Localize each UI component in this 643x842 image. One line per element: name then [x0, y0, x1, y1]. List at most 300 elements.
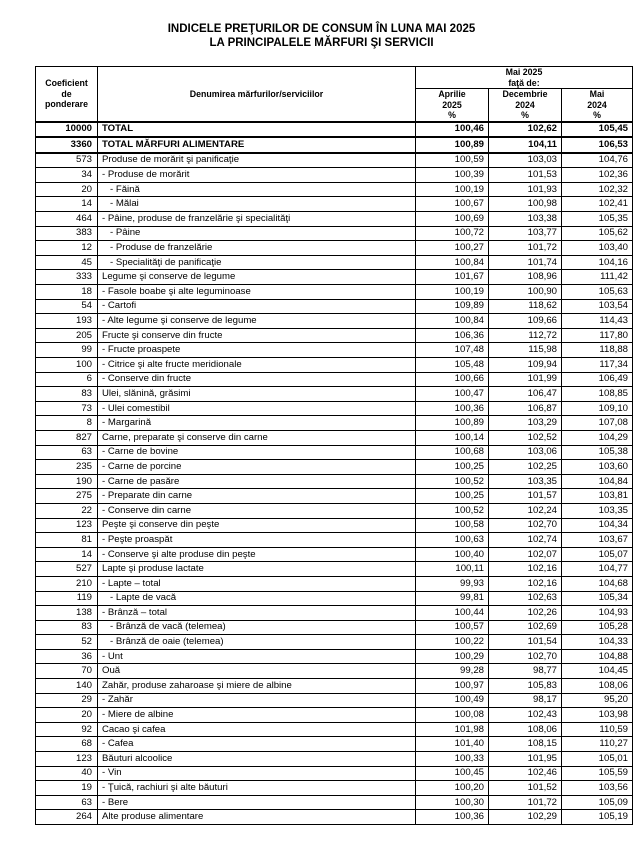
- index-vs-december-2024-cell: 102,26: [489, 606, 562, 621]
- weight-cell: 36: [36, 649, 98, 664]
- table-row: [36, 255, 633, 270]
- index-vs-april-2025-cell: 100,36: [416, 401, 489, 416]
- index-vs-may-2024-cell: 109,10: [562, 401, 633, 416]
- index-vs-december-2024-cell: 100,90: [489, 285, 562, 300]
- item-name-cell: - Pâine, produse de franzelărie şi specialităţi: [98, 212, 416, 227]
- table-row: [36, 664, 633, 679]
- index-vs-april-2025-cell: 100,89: [416, 416, 489, 431]
- table-row: [36, 533, 633, 548]
- index-vs-december-2024-cell: 103,03: [489, 153, 562, 168]
- index-vs-may-2024-cell: 105,09: [562, 795, 633, 810]
- index-vs-april-2025-cell: 100,08: [416, 708, 489, 723]
- index-vs-may-2024-cell: 105,59: [562, 766, 633, 781]
- index-vs-december-2024-cell: 105,83: [489, 679, 562, 694]
- table-row: [36, 122, 633, 138]
- header-april-line: %: [448, 110, 456, 120]
- table-row: [36, 606, 633, 621]
- table-row: [36, 679, 633, 694]
- index-vs-april-2025-cell: 100,67: [416, 197, 489, 212]
- index-vs-april-2025-cell: 100,29: [416, 649, 489, 664]
- index-vs-may-2024-cell: 104,84: [562, 474, 633, 489]
- index-vs-april-2025-cell: 100,66: [416, 372, 489, 387]
- weight-cell: 138: [36, 606, 98, 621]
- weight-cell: 68: [36, 737, 98, 752]
- index-vs-december-2024-cell: 101,72: [489, 795, 562, 810]
- item-name-cell: TOTAL MĂRFURI ALIMENTARE: [98, 137, 416, 153]
- item-name-cell: - Brânză – total: [98, 606, 416, 621]
- table-row: [36, 328, 633, 343]
- index-vs-may-2024-cell: 104,93: [562, 606, 633, 621]
- index-vs-april-2025-cell: 100,49: [416, 693, 489, 708]
- index-vs-april-2025-cell: 100,27: [416, 241, 489, 256]
- table-row: [36, 518, 633, 533]
- header-april-2025: [416, 89, 489, 122]
- index-vs-may-2024-cell: 103,56: [562, 781, 633, 796]
- index-vs-april-2025-cell: 100,36: [416, 810, 489, 825]
- item-name-cell: - Produse de morărit: [98, 168, 416, 183]
- index-vs-may-2024-cell: 102,32: [562, 182, 633, 197]
- header-december-2024: [489, 89, 562, 122]
- index-vs-april-2025-cell: 99,81: [416, 591, 489, 606]
- table-row: [36, 576, 633, 591]
- header-coefficient-line: ponderare: [44, 99, 89, 109]
- table-row: [36, 270, 633, 285]
- index-vs-may-2024-cell: 108,06: [562, 679, 633, 694]
- weight-cell: 123: [36, 518, 98, 533]
- table-row: [36, 547, 633, 562]
- price-index-table: [35, 66, 633, 825]
- index-vs-december-2024-cell: 103,06: [489, 445, 562, 460]
- index-vs-may-2024-cell: 108,85: [562, 387, 633, 402]
- index-vs-april-2025-cell: 99,93: [416, 576, 489, 591]
- table-row: [36, 358, 633, 373]
- weight-cell: 52: [36, 635, 98, 650]
- index-vs-may-2024-cell: 104,29: [562, 430, 633, 445]
- index-vs-april-2025-cell: 100,45: [416, 766, 489, 781]
- weight-cell: 18: [36, 285, 98, 300]
- header-coefficient-line: de: [61, 88, 72, 99]
- header-coefficient: [36, 67, 98, 122]
- index-vs-may-2024-cell: 105,19: [562, 810, 633, 825]
- weight-cell: 527: [36, 562, 98, 577]
- index-vs-may-2024-cell: 104,33: [562, 635, 633, 650]
- index-vs-april-2025-cell: 100,68: [416, 445, 489, 460]
- index-vs-may-2024-cell: 103,54: [562, 299, 633, 314]
- index-vs-december-2024-cell: 108,15: [489, 737, 562, 752]
- header-may-line: %: [593, 110, 601, 120]
- table-row: [36, 649, 633, 664]
- index-vs-april-2025-cell: 100,40: [416, 547, 489, 562]
- item-name-cell: Cacao şi cafea: [98, 722, 416, 737]
- table-row: [36, 722, 633, 737]
- item-name-cell: Ouă: [98, 664, 416, 679]
- table-row: [36, 401, 633, 416]
- table-row: [36, 737, 633, 752]
- table-row: [36, 489, 633, 504]
- weight-cell: 73: [36, 401, 98, 416]
- table-row: [36, 372, 633, 387]
- weight-cell: 10000: [36, 122, 98, 138]
- index-vs-december-2024-cell: 102,25: [489, 460, 562, 475]
- header-may-line: 2024: [587, 99, 607, 110]
- document-title-line-1: INDICELE PREŢURILOR DE CONSUM ÎN LUNA MAI 2025: [167, 23, 476, 35]
- index-vs-may-2024-cell: 105,28: [562, 620, 633, 635]
- header-may-line: Mai: [589, 89, 605, 99]
- item-name-cell: - Făină: [98, 182, 416, 197]
- weight-cell: 140: [36, 679, 98, 694]
- item-name-cell: - Conserve din carne: [98, 503, 416, 518]
- index-vs-december-2024-cell: 112,72: [489, 328, 562, 343]
- index-vs-december-2024-cell: 102,63: [489, 591, 562, 606]
- index-vs-april-2025-cell: 100,14: [416, 430, 489, 445]
- weight-cell: 99: [36, 343, 98, 358]
- item-name-cell: Carne, preparate şi conserve din carne: [98, 430, 416, 445]
- item-name-cell: - Pâine: [98, 226, 416, 241]
- weight-cell: 40: [36, 766, 98, 781]
- index-vs-may-2024-cell: 103,67: [562, 533, 633, 548]
- index-vs-december-2024-cell: 103,77: [489, 226, 562, 241]
- item-name-cell: Legume şi conserve de legume: [98, 270, 416, 285]
- index-vs-april-2025-cell: 105,48: [416, 358, 489, 373]
- index-vs-december-2024-cell: 102,46: [489, 766, 562, 781]
- header-may-2024: [562, 89, 633, 122]
- weight-cell: 333: [36, 270, 98, 285]
- index-vs-april-2025-cell: 101,40: [416, 737, 489, 752]
- index-vs-april-2025-cell: 100,25: [416, 460, 489, 475]
- item-name-cell: Băuturi alcoolice: [98, 752, 416, 767]
- weight-cell: 20: [36, 182, 98, 197]
- table-row: [36, 635, 633, 650]
- weight-cell: 100: [36, 358, 98, 373]
- table-row: [36, 343, 633, 358]
- weight-cell: 81: [36, 533, 98, 548]
- item-name-cell: Peşte şi conserve din peşte: [98, 518, 416, 533]
- index-vs-december-2024-cell: 98,77: [489, 664, 562, 679]
- weight-cell: 210: [36, 576, 98, 591]
- index-vs-december-2024-cell: 108,06: [489, 722, 562, 737]
- table-row: [36, 620, 633, 635]
- index-vs-may-2024-cell: 106,49: [562, 372, 633, 387]
- index-vs-april-2025-cell: 100,44: [416, 606, 489, 621]
- weight-cell: 22: [36, 503, 98, 518]
- index-vs-may-2024-cell: 105,38: [562, 445, 633, 460]
- header-december-line: Decembrie: [502, 89, 548, 99]
- index-vs-may-2024-cell: 106,53: [562, 137, 633, 153]
- index-vs-december-2024-cell: 101,57: [489, 489, 562, 504]
- index-vs-december-2024-cell: 102,07: [489, 547, 562, 562]
- item-name-cell: - Alte legume şi conserve de legume: [98, 314, 416, 329]
- weight-cell: 63: [36, 445, 98, 460]
- index-vs-may-2024-cell: 95,20: [562, 693, 633, 708]
- index-vs-december-2024-cell: 102,24: [489, 503, 562, 518]
- table-row: [36, 752, 633, 767]
- item-name-cell: Alte produse alimentare: [98, 810, 416, 825]
- index-vs-april-2025-cell: 100,19: [416, 182, 489, 197]
- index-vs-april-2025-cell: 100,11: [416, 562, 489, 577]
- index-vs-december-2024-cell: 104,11: [489, 137, 562, 153]
- weight-cell: 119: [36, 591, 98, 606]
- header-item-name: Denumirea mărfurilor/serviciilor: [98, 67, 416, 122]
- table-row: [36, 299, 633, 314]
- table-row: [36, 781, 633, 796]
- item-name-cell: - Fasole boabe şi alte leguminoase: [98, 285, 416, 300]
- item-name-cell: - Carne de pasăre: [98, 474, 416, 489]
- index-vs-april-2025-cell: 100,97: [416, 679, 489, 694]
- index-vs-may-2024-cell: 114,43: [562, 314, 633, 329]
- table-row: [36, 430, 633, 445]
- weight-cell: 8: [36, 416, 98, 431]
- table-row: [36, 591, 633, 606]
- index-vs-april-2025-cell: 100,22: [416, 635, 489, 650]
- table-row: [36, 153, 633, 168]
- index-vs-december-2024-cell: 101,54: [489, 635, 562, 650]
- index-vs-may-2024-cell: 103,81: [562, 489, 633, 504]
- header-april-line: Aprilie: [438, 89, 466, 99]
- index-vs-december-2024-cell: 106,87: [489, 401, 562, 416]
- index-vs-april-2025-cell: 100,52: [416, 474, 489, 489]
- index-vs-december-2024-cell: 108,96: [489, 270, 562, 285]
- index-vs-may-2024-cell: 103,98: [562, 708, 633, 723]
- index-vs-december-2024-cell: 98,17: [489, 693, 562, 708]
- table-row: [36, 708, 633, 723]
- item-name-cell: - Specialităţi de panificaţie: [98, 255, 416, 270]
- table-row: [36, 460, 633, 475]
- table-row: [36, 314, 633, 329]
- index-vs-december-2024-cell: 102,16: [489, 576, 562, 591]
- item-name-cell: - Unt: [98, 649, 416, 664]
- table-row: [36, 445, 633, 460]
- index-vs-may-2024-cell: 110,59: [562, 722, 633, 737]
- index-vs-december-2024-cell: 102,69: [489, 620, 562, 635]
- header-group-may-2025: [416, 67, 633, 89]
- item-name-cell: - Conserve şi alte produse din peşte: [98, 547, 416, 562]
- index-vs-april-2025-cell: 100,69: [416, 212, 489, 227]
- table-row: [36, 562, 633, 577]
- index-vs-may-2024-cell: 105,35: [562, 212, 633, 227]
- index-vs-december-2024-cell: 109,94: [489, 358, 562, 373]
- index-vs-april-2025-cell: 100,84: [416, 255, 489, 270]
- table-row: [36, 137, 633, 153]
- weight-cell: 29: [36, 693, 98, 708]
- index-vs-may-2024-cell: 110,27: [562, 737, 633, 752]
- header-december-line: 2024: [515, 99, 535, 110]
- index-vs-may-2024-cell: 105,01: [562, 752, 633, 767]
- weight-cell: 123: [36, 752, 98, 767]
- weight-cell: 827: [36, 430, 98, 445]
- weight-cell: 383: [36, 226, 98, 241]
- index-vs-december-2024-cell: 101,52: [489, 781, 562, 796]
- document-title-line-2: LA PRINCIPALELE MĂRFURI ŞI SERVICII: [209, 37, 434, 49]
- weight-cell: 34: [36, 168, 98, 183]
- index-vs-may-2024-cell: 117,80: [562, 328, 633, 343]
- weight-cell: 12: [36, 241, 98, 256]
- index-vs-april-2025-cell: 100,59: [416, 153, 489, 168]
- item-name-cell: - Margarină: [98, 416, 416, 431]
- weight-cell: 83: [36, 387, 98, 402]
- index-vs-may-2024-cell: 111,42: [562, 270, 633, 285]
- index-vs-april-2025-cell: 100,57: [416, 620, 489, 635]
- table-row: [36, 212, 633, 227]
- table-row: [36, 474, 633, 489]
- weight-cell: 275: [36, 489, 98, 504]
- item-name-cell: - Lapte de vacă: [98, 591, 416, 606]
- item-name-cell: - Carne de porcine: [98, 460, 416, 475]
- index-vs-april-2025-cell: 100,39: [416, 168, 489, 183]
- index-vs-may-2024-cell: 105,45: [562, 122, 633, 138]
- index-vs-april-2025-cell: 101,67: [416, 270, 489, 285]
- weight-cell: 6: [36, 372, 98, 387]
- item-name-cell: Lapte şi produse lactate: [98, 562, 416, 577]
- index-vs-may-2024-cell: 105,62: [562, 226, 633, 241]
- header-december-line: %: [521, 110, 529, 120]
- table-row: [36, 766, 633, 781]
- index-vs-december-2024-cell: 102,43: [489, 708, 562, 723]
- table-row: [36, 241, 633, 256]
- index-vs-december-2024-cell: 101,53: [489, 168, 562, 183]
- index-vs-april-2025-cell: 109,89: [416, 299, 489, 314]
- item-name-cell: - Carne de bovine: [98, 445, 416, 460]
- index-vs-may-2024-cell: 104,76: [562, 153, 633, 168]
- index-vs-december-2024-cell: 109,66: [489, 314, 562, 329]
- index-vs-may-2024-cell: 117,34: [562, 358, 633, 373]
- index-vs-april-2025-cell: 100,63: [416, 533, 489, 548]
- index-vs-may-2024-cell: 103,40: [562, 241, 633, 256]
- header-group-line: Mai 2025: [505, 67, 543, 77]
- index-vs-may-2024-cell: 104,16: [562, 255, 633, 270]
- index-vs-december-2024-cell: 103,38: [489, 212, 562, 227]
- item-name-cell: - Cartofi: [98, 299, 416, 314]
- index-vs-may-2024-cell: 102,41: [562, 197, 633, 212]
- index-vs-december-2024-cell: 101,99: [489, 372, 562, 387]
- index-vs-december-2024-cell: 103,35: [489, 474, 562, 489]
- index-vs-may-2024-cell: 102,36: [562, 168, 633, 183]
- weight-cell: 19: [36, 781, 98, 796]
- index-vs-december-2024-cell: 102,70: [489, 518, 562, 533]
- item-name-cell: Produse de morărit şi panificaţie: [98, 153, 416, 168]
- weight-cell: 193: [36, 314, 98, 329]
- index-vs-april-2025-cell: 99,28: [416, 664, 489, 679]
- table-row: [36, 416, 633, 431]
- item-name-cell: - Conserve din fructe: [98, 372, 416, 387]
- item-name-cell: - Cafea: [98, 737, 416, 752]
- index-vs-april-2025-cell: 100,33: [416, 752, 489, 767]
- index-vs-april-2025-cell: 100,58: [416, 518, 489, 533]
- index-vs-april-2025-cell: 100,25: [416, 489, 489, 504]
- index-vs-may-2024-cell: 104,45: [562, 664, 633, 679]
- item-name-cell: TOTAL: [98, 122, 416, 138]
- item-name-cell: - Brânză de oaie (telemea): [98, 635, 416, 650]
- index-vs-may-2024-cell: 103,35: [562, 503, 633, 518]
- index-vs-december-2024-cell: 101,72: [489, 241, 562, 256]
- item-name-cell: - Ţuică, rachiuri şi alte băuturi: [98, 781, 416, 796]
- table-body: [36, 122, 633, 825]
- index-vs-april-2025-cell: 100,30: [416, 795, 489, 810]
- index-vs-december-2024-cell: 102,52: [489, 430, 562, 445]
- weight-cell: 63: [36, 795, 98, 810]
- header-group-line: faţă de:: [508, 77, 540, 88]
- item-name-cell: - Brânză de vacă (telemea): [98, 620, 416, 635]
- table-row: [36, 795, 633, 810]
- item-name-cell: - Citrice şi alte fructe meridionale: [98, 358, 416, 373]
- weight-cell: 464: [36, 212, 98, 227]
- index-vs-december-2024-cell: 102,62: [489, 122, 562, 138]
- weight-cell: 70: [36, 664, 98, 679]
- table-row: [36, 285, 633, 300]
- item-name-cell: - Bere: [98, 795, 416, 810]
- index-vs-may-2024-cell: 104,88: [562, 649, 633, 664]
- index-vs-may-2024-cell: 105,34: [562, 591, 633, 606]
- table-row: [36, 168, 633, 183]
- index-vs-april-2025-cell: 106,36: [416, 328, 489, 343]
- index-vs-may-2024-cell: 105,63: [562, 285, 633, 300]
- weight-cell: 3360: [36, 137, 98, 153]
- index-vs-december-2024-cell: 115,98: [489, 343, 562, 358]
- weight-cell: 190: [36, 474, 98, 489]
- index-vs-may-2024-cell: 118,88: [562, 343, 633, 358]
- index-vs-december-2024-cell: 101,95: [489, 752, 562, 767]
- weight-cell: 45: [36, 255, 98, 270]
- index-vs-december-2024-cell: 101,93: [489, 182, 562, 197]
- header-april-line: 2025: [442, 99, 462, 110]
- table-row: [36, 693, 633, 708]
- index-vs-april-2025-cell: 100,46: [416, 122, 489, 138]
- item-name-cell: - Fructe proaspete: [98, 343, 416, 358]
- index-vs-april-2025-cell: 100,52: [416, 503, 489, 518]
- weight-cell: 14: [36, 547, 98, 562]
- item-name-cell: - Produse de franzelărie: [98, 241, 416, 256]
- index-vs-april-2025-cell: 100,20: [416, 781, 489, 796]
- header-coefficient-line: Coeficient: [45, 78, 88, 88]
- index-vs-may-2024-cell: 104,34: [562, 518, 633, 533]
- index-vs-december-2024-cell: 101,74: [489, 255, 562, 270]
- weight-cell: 20: [36, 708, 98, 723]
- weight-cell: 205: [36, 328, 98, 343]
- weight-cell: 83: [36, 620, 98, 635]
- index-vs-december-2024-cell: 103,29: [489, 416, 562, 431]
- table-row: [36, 197, 633, 212]
- index-vs-april-2025-cell: 100,72: [416, 226, 489, 241]
- weight-cell: 14: [36, 197, 98, 212]
- weight-cell: 264: [36, 810, 98, 825]
- index-vs-december-2024-cell: 106,47: [489, 387, 562, 402]
- table-row: [36, 226, 633, 241]
- item-name-cell: - Vin: [98, 766, 416, 781]
- index-vs-may-2024-cell: 103,60: [562, 460, 633, 475]
- item-name-cell: - Mălai: [98, 197, 416, 212]
- weight-cell: 235: [36, 460, 98, 475]
- index-vs-may-2024-cell: 104,77: [562, 562, 633, 577]
- index-vs-april-2025-cell: 107,48: [416, 343, 489, 358]
- index-vs-december-2024-cell: 102,70: [489, 649, 562, 664]
- index-vs-may-2024-cell: 104,68: [562, 576, 633, 591]
- item-name-cell: - Peşte proaspăt: [98, 533, 416, 548]
- index-vs-april-2025-cell: 100,19: [416, 285, 489, 300]
- table-row: [36, 387, 633, 402]
- table-row: [36, 503, 633, 518]
- weight-cell: 54: [36, 299, 98, 314]
- index-vs-december-2024-cell: 118,62: [489, 299, 562, 314]
- weight-cell: 573: [36, 153, 98, 168]
- index-vs-december-2024-cell: 102,29: [489, 810, 562, 825]
- index-vs-april-2025-cell: 100,84: [416, 314, 489, 329]
- index-vs-december-2024-cell: 102,74: [489, 533, 562, 548]
- item-name-cell: Zahăr, produse zaharoase şi miere de albine: [98, 679, 416, 694]
- index-vs-april-2025-cell: 101,98: [416, 722, 489, 737]
- item-name-cell: - Miere de albine: [98, 708, 416, 723]
- table-row: [36, 810, 633, 825]
- index-vs-december-2024-cell: 102,16: [489, 562, 562, 577]
- item-name-cell: - Preparate din carne: [98, 489, 416, 504]
